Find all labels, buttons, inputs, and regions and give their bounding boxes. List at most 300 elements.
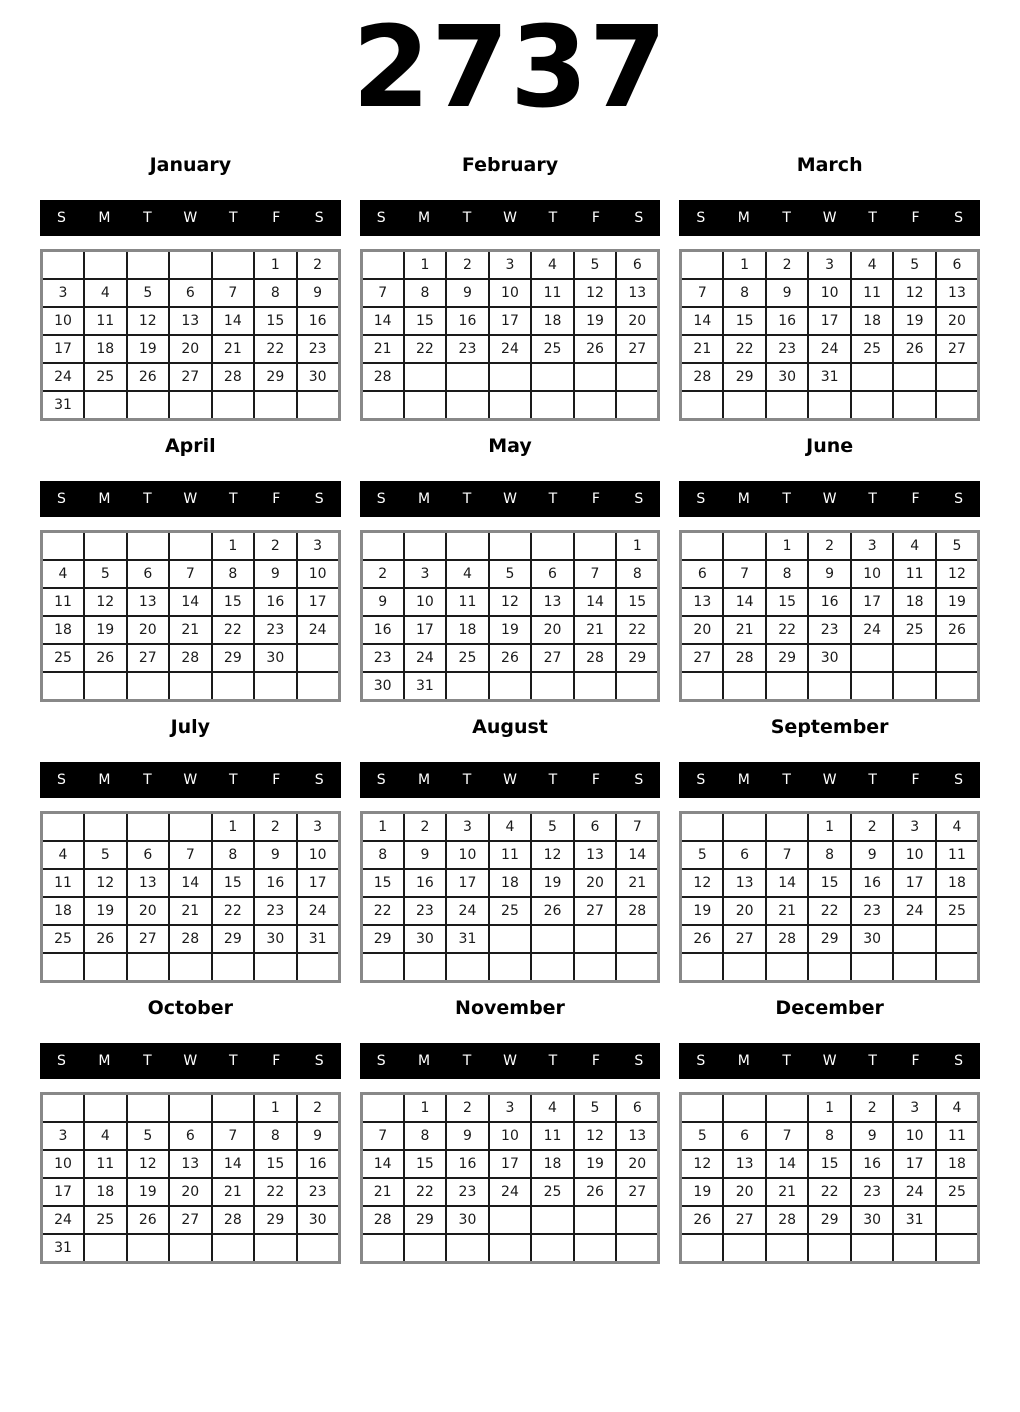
day-cell: 31 — [893, 1206, 936, 1234]
empty-day-cell — [127, 953, 170, 982]
weekday-header — [679, 1043, 980, 1079]
day-cell: 28 — [616, 897, 659, 925]
day-cell: 23 — [254, 616, 297, 644]
day-cell: 4 — [42, 841, 85, 869]
day-cell: 22 — [404, 1178, 447, 1206]
week-row — [42, 560, 340, 588]
weekday-label: T — [782, 490, 791, 507]
day-cell: 2 — [297, 250, 340, 279]
empty-day-cell — [127, 391, 170, 420]
weekday-header — [40, 762, 341, 798]
day-cell: 23 — [404, 897, 447, 925]
empty-day-cell — [84, 1234, 127, 1263]
weekday-label: S — [57, 771, 66, 788]
day-cell: 27 — [169, 363, 212, 391]
day-cell: 11 — [531, 279, 574, 307]
empty-day-cell — [489, 391, 532, 420]
day-cell: 8 — [254, 1122, 297, 1150]
weekday-label: F — [911, 209, 920, 226]
weekday-label: W — [822, 490, 837, 507]
empty-day-cell — [361, 1093, 404, 1122]
empty-day-cell — [42, 1093, 85, 1122]
day-cell: 9 — [446, 1122, 489, 1150]
month-title: April — [164, 434, 216, 457]
month-march — [679, 154, 980, 421]
weekday-label: T — [143, 490, 152, 507]
week-row — [361, 560, 659, 588]
week-row — [42, 897, 340, 925]
day-cell: 18 — [489, 869, 532, 897]
day-cell: 10 — [808, 279, 851, 307]
day-cell: 29 — [723, 363, 766, 391]
month-october — [40, 997, 341, 1264]
month-november — [360, 997, 661, 1264]
week-row — [361, 1093, 659, 1122]
empty-day-cell — [489, 363, 532, 391]
empty-day-cell — [851, 391, 894, 420]
day-cell: 10 — [42, 307, 85, 335]
day-cell: 4 — [531, 250, 574, 279]
day-cell: 29 — [361, 925, 404, 953]
day-cell: 4 — [84, 279, 127, 307]
weekday-label: T — [229, 1052, 238, 1069]
day-cell: 26 — [574, 335, 617, 363]
weekday-label: F — [591, 1052, 600, 1069]
empty-day-cell — [84, 531, 127, 560]
weekday-label: T — [462, 1052, 472, 1069]
week-row — [42, 644, 340, 672]
weekday-label: S — [376, 771, 386, 788]
empty-day-cell — [169, 953, 212, 982]
day-cell: 2 — [851, 812, 894, 841]
empty-day-cell — [851, 953, 894, 982]
day-cell: 31 — [297, 925, 340, 953]
day-cell: 13 — [936, 279, 979, 307]
day-cell: 25 — [446, 644, 489, 672]
empty-day-cell — [489, 531, 532, 560]
empty-day-cell — [723, 531, 766, 560]
weekday-label: T — [782, 209, 791, 226]
month-title: September — [770, 715, 889, 738]
day-cell: 29 — [808, 925, 851, 953]
week-row — [361, 250, 659, 279]
empty-day-cell — [616, 363, 659, 391]
weekday-label: F — [911, 490, 920, 507]
day-cell: 19 — [84, 897, 127, 925]
day-cell: 27 — [723, 1206, 766, 1234]
day-cell: 9 — [254, 560, 297, 588]
day-cell: 2 — [361, 560, 404, 588]
week-row — [361, 1178, 659, 1206]
day-cell: 17 — [42, 335, 85, 363]
week-row — [681, 953, 979, 982]
day-cell: 21 — [681, 335, 724, 363]
day-cell: 14 — [766, 1150, 809, 1178]
empty-day-cell — [212, 1234, 255, 1263]
day-cell: 25 — [42, 925, 85, 953]
day-cell: 4 — [84, 1122, 127, 1150]
day-cell: 19 — [936, 588, 979, 616]
day-cell: 3 — [893, 1093, 936, 1122]
day-cell: 10 — [893, 841, 936, 869]
day-cell: 20 — [169, 1178, 212, 1206]
weekday-header — [40, 481, 341, 517]
day-cell: 27 — [574, 897, 617, 925]
day-cell: 14 — [169, 588, 212, 616]
weekday-label: T — [143, 1052, 152, 1069]
day-cell: 17 — [893, 869, 936, 897]
day-cell: 2 — [254, 812, 297, 841]
empty-day-cell — [531, 363, 574, 391]
day-cell: 21 — [574, 616, 617, 644]
day-cell: 12 — [127, 1150, 170, 1178]
month-april — [40, 435, 341, 702]
month-july — [40, 716, 341, 983]
day-cell: 25 — [42, 644, 85, 672]
day-cell: 9 — [361, 588, 404, 616]
day-cell: 22 — [808, 897, 851, 925]
week-row — [42, 1178, 340, 1206]
empty-day-cell — [212, 250, 255, 279]
weekday-label: W — [503, 209, 517, 226]
day-cell: 8 — [212, 560, 255, 588]
month-day-grid — [360, 530, 661, 702]
day-cell: 30 — [851, 925, 894, 953]
empty-day-cell — [531, 1206, 574, 1234]
day-cell: 13 — [616, 1122, 659, 1150]
day-cell: 21 — [212, 1178, 255, 1206]
day-cell: 30 — [297, 1206, 340, 1234]
day-cell: 5 — [531, 812, 574, 841]
weekday-label: T — [462, 209, 472, 226]
month-title: November — [455, 996, 565, 1019]
weekday-label: T — [868, 490, 877, 507]
day-cell: 31 — [404, 672, 447, 701]
day-cell: 8 — [808, 1122, 851, 1150]
weekday-label: S — [696, 490, 706, 507]
empty-day-cell — [297, 391, 340, 420]
week-row — [361, 812, 659, 841]
day-cell: 10 — [851, 560, 894, 588]
day-cell: 10 — [297, 841, 340, 869]
weekday-label: T — [782, 1052, 791, 1069]
day-cell: 26 — [84, 644, 127, 672]
week-row — [681, 391, 979, 420]
day-cell: 19 — [489, 616, 532, 644]
weekday-label: S — [57, 209, 66, 226]
day-cell: 28 — [766, 1206, 809, 1234]
empty-day-cell — [681, 250, 724, 279]
day-cell: 31 — [446, 925, 489, 953]
day-cell: 27 — [681, 644, 724, 672]
day-cell: 7 — [681, 279, 724, 307]
day-cell: 26 — [574, 1178, 617, 1206]
day-cell: 1 — [808, 1093, 851, 1122]
weekday-label: T — [868, 209, 877, 226]
month-december — [679, 997, 980, 1264]
empty-day-cell — [893, 363, 936, 391]
day-cell: 18 — [42, 616, 85, 644]
empty-day-cell — [127, 531, 170, 560]
weekday-label: S — [314, 490, 324, 507]
week-row — [42, 335, 340, 363]
day-cell: 24 — [404, 644, 447, 672]
empty-day-cell — [681, 531, 724, 560]
empty-day-cell — [574, 953, 617, 982]
empty-day-cell — [681, 812, 724, 841]
day-cell: 15 — [808, 1150, 851, 1178]
day-cell: 1 — [254, 1093, 297, 1122]
day-cell: 30 — [254, 925, 297, 953]
empty-day-cell — [574, 531, 617, 560]
day-cell: 28 — [574, 644, 617, 672]
day-cell: 11 — [84, 1150, 127, 1178]
empty-day-cell — [574, 925, 617, 953]
day-cell: 19 — [531, 869, 574, 897]
day-cell: 12 — [574, 1122, 617, 1150]
day-cell: 23 — [446, 335, 489, 363]
empty-day-cell — [42, 531, 85, 560]
day-cell: 2 — [254, 531, 297, 560]
day-cell: 6 — [723, 841, 766, 869]
day-cell: 18 — [42, 897, 85, 925]
day-cell: 11 — [489, 841, 532, 869]
week-row — [42, 588, 340, 616]
day-cell: 16 — [446, 1150, 489, 1178]
empty-day-cell — [616, 953, 659, 982]
day-cell: 11 — [531, 1122, 574, 1150]
day-cell: 3 — [808, 250, 851, 279]
week-row — [681, 1234, 979, 1263]
day-cell: 28 — [723, 644, 766, 672]
weekday-label: M — [98, 771, 111, 788]
day-cell: 5 — [127, 279, 170, 307]
day-cell: 31 — [808, 363, 851, 391]
day-cell: 24 — [893, 1178, 936, 1206]
empty-day-cell — [531, 925, 574, 953]
day-cell: 27 — [531, 644, 574, 672]
month-day-grid — [679, 811, 980, 983]
day-cell: 20 — [127, 897, 170, 925]
month-february — [360, 154, 661, 421]
day-cell: 23 — [361, 644, 404, 672]
day-cell: 25 — [893, 616, 936, 644]
day-cell: 30 — [808, 644, 851, 672]
day-cell: 1 — [404, 1093, 447, 1122]
day-cell: 15 — [616, 588, 659, 616]
day-cell: 8 — [212, 841, 255, 869]
empty-day-cell — [936, 644, 979, 672]
day-cell: 13 — [574, 841, 617, 869]
weekday-label: T — [229, 490, 238, 507]
day-cell: 8 — [404, 1122, 447, 1150]
day-cell: 24 — [808, 335, 851, 363]
day-cell: 19 — [574, 1150, 617, 1178]
empty-day-cell — [936, 391, 979, 420]
day-cell: 11 — [936, 1122, 979, 1150]
day-cell: 24 — [851, 616, 894, 644]
day-cell: 7 — [212, 279, 255, 307]
day-cell: 1 — [808, 812, 851, 841]
week-row — [681, 363, 979, 391]
day-cell: 18 — [936, 1150, 979, 1178]
empty-day-cell — [851, 672, 894, 701]
day-cell: 5 — [681, 1122, 724, 1150]
weekday-label: T — [229, 209, 238, 226]
day-cell: 14 — [169, 869, 212, 897]
day-cell: 10 — [489, 1122, 532, 1150]
day-cell: 1 — [616, 531, 659, 560]
day-cell: 11 — [42, 588, 85, 616]
day-cell: 4 — [42, 560, 85, 588]
day-cell: 16 — [254, 588, 297, 616]
weekday-label: S — [634, 1052, 644, 1069]
empty-day-cell — [616, 391, 659, 420]
day-cell: 1 — [212, 531, 255, 560]
empty-day-cell — [84, 250, 127, 279]
empty-day-cell — [936, 363, 979, 391]
month-day-grid — [40, 249, 341, 421]
day-cell: 11 — [42, 869, 85, 897]
empty-day-cell — [42, 812, 85, 841]
day-cell: 18 — [936, 869, 979, 897]
empty-day-cell — [681, 391, 724, 420]
empty-day-cell — [936, 953, 979, 982]
empty-day-cell — [766, 953, 809, 982]
weekday-header — [360, 481, 661, 517]
day-cell: 17 — [489, 1150, 532, 1178]
day-cell: 21 — [212, 335, 255, 363]
weekday-label: S — [376, 490, 386, 507]
week-row — [681, 644, 979, 672]
day-cell: 17 — [446, 869, 489, 897]
day-cell: 9 — [404, 841, 447, 869]
week-row — [42, 1122, 340, 1150]
weekday-label: S — [696, 209, 706, 226]
day-cell: 16 — [766, 307, 809, 335]
weekday-label: T — [782, 771, 791, 788]
day-cell: 20 — [616, 1150, 659, 1178]
day-cell: 27 — [127, 925, 170, 953]
week-row — [361, 391, 659, 420]
weekday-label: F — [591, 771, 600, 788]
week-row — [42, 250, 340, 279]
day-cell: 29 — [766, 644, 809, 672]
week-row — [361, 335, 659, 363]
empty-day-cell — [127, 1234, 170, 1263]
empty-day-cell — [212, 953, 255, 982]
week-row — [361, 1234, 659, 1263]
empty-day-cell — [84, 391, 127, 420]
weekday-label: M — [98, 209, 111, 226]
weekday-label: F — [911, 771, 920, 788]
day-cell: 7 — [766, 841, 809, 869]
day-cell: 6 — [616, 1093, 659, 1122]
day-cell: 1 — [254, 250, 297, 279]
day-cell: 7 — [616, 812, 659, 841]
week-row — [42, 307, 340, 335]
weekday-label: M — [737, 490, 750, 507]
empty-day-cell — [127, 672, 170, 701]
week-row — [42, 672, 340, 701]
day-cell: 2 — [446, 1093, 489, 1122]
day-cell: 1 — [361, 812, 404, 841]
empty-day-cell — [446, 363, 489, 391]
day-cell: 16 — [297, 307, 340, 335]
day-cell: 5 — [489, 560, 532, 588]
week-row — [681, 869, 979, 897]
weekday-label: S — [954, 490, 963, 507]
day-cell: 5 — [893, 250, 936, 279]
day-cell: 14 — [212, 307, 255, 335]
day-cell: 29 — [616, 644, 659, 672]
weekday-label: S — [314, 771, 324, 788]
empty-day-cell — [212, 672, 255, 701]
day-cell: 22 — [361, 897, 404, 925]
empty-day-cell — [936, 1206, 979, 1234]
day-cell: 7 — [361, 279, 404, 307]
weekday-header — [360, 1043, 661, 1079]
week-row — [681, 335, 979, 363]
day-cell: 18 — [851, 307, 894, 335]
year-title: 2737 — [352, 3, 668, 133]
empty-day-cell — [169, 1093, 212, 1122]
day-cell: 20 — [723, 897, 766, 925]
weekday-label: F — [272, 209, 281, 226]
day-cell: 17 — [489, 307, 532, 335]
empty-day-cell — [42, 953, 85, 982]
day-cell: 30 — [404, 925, 447, 953]
empty-day-cell — [531, 672, 574, 701]
weekday-label: W — [822, 771, 837, 788]
day-cell: 3 — [446, 812, 489, 841]
empty-day-cell — [361, 1234, 404, 1263]
empty-day-cell — [297, 953, 340, 982]
day-cell: 16 — [404, 869, 447, 897]
week-row — [681, 588, 979, 616]
day-cell: 13 — [616, 279, 659, 307]
empty-day-cell — [531, 531, 574, 560]
day-cell: 15 — [404, 1150, 447, 1178]
week-row — [42, 812, 340, 841]
day-cell: 18 — [84, 335, 127, 363]
weekday-label: M — [418, 490, 431, 507]
empty-day-cell — [851, 363, 894, 391]
month-may — [360, 435, 661, 702]
day-cell: 20 — [127, 616, 170, 644]
empty-day-cell — [681, 1093, 724, 1122]
day-cell: 12 — [84, 588, 127, 616]
day-cell: 11 — [851, 279, 894, 307]
weekday-label: F — [591, 490, 600, 507]
empty-day-cell — [84, 812, 127, 841]
week-row — [361, 531, 659, 560]
week-row — [361, 279, 659, 307]
empty-day-cell — [446, 391, 489, 420]
empty-day-cell — [404, 391, 447, 420]
weekday-label: T — [462, 490, 472, 507]
empty-day-cell — [297, 1234, 340, 1263]
day-cell: 13 — [681, 588, 724, 616]
empty-day-cell — [723, 953, 766, 982]
day-cell: 22 — [808, 1178, 851, 1206]
day-cell: 30 — [254, 644, 297, 672]
month-june — [679, 435, 980, 702]
empty-day-cell — [531, 391, 574, 420]
weekday-label: F — [272, 490, 281, 507]
day-cell: 31 — [42, 391, 85, 420]
day-cell: 25 — [936, 1178, 979, 1206]
